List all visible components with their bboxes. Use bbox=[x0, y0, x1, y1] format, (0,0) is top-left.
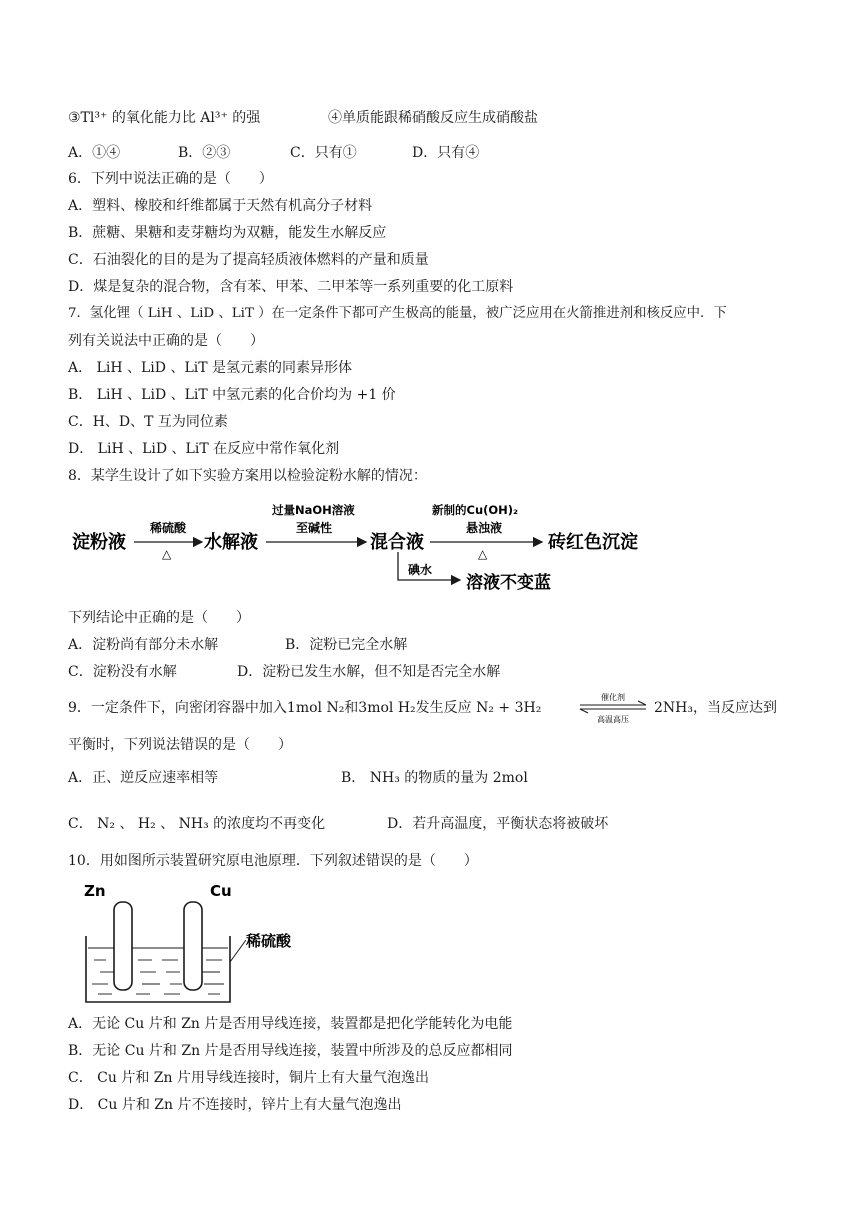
flow-arrow-3-bottom: △ bbox=[478, 547, 488, 561]
flow-node-mixture: 混合液 bbox=[370, 532, 424, 553]
q5-option-c: C．只有① bbox=[290, 145, 357, 161]
q6-option-c: C．石油裂化的目的是为了提高轻质液体燃料的产量和质量 bbox=[68, 252, 429, 268]
q9-option-a: A．正、逆反应速率相等 bbox=[68, 770, 219, 786]
copper-label: Cu bbox=[210, 882, 232, 900]
q8-flow-diagram bbox=[68, 496, 648, 600]
galvanic-cell-figure bbox=[80, 880, 320, 1008]
flow-arrow-2-top: 过量NaOH溶液 bbox=[272, 503, 355, 517]
q5-option-b: B．②③ bbox=[178, 145, 231, 161]
q7-option-a: A． LiH 、LiD 、LiT 是氢元素的同素异形体 bbox=[68, 360, 353, 376]
q7-option-c: C．H、D、T 互为同位素 bbox=[68, 414, 228, 430]
q7-option-b: B． LiH 、LiD 、LiT 中氢元素的化合价均为 +1 价 bbox=[68, 387, 396, 403]
q9-option-d: D．若升高温度，平衡状态将被破坏 bbox=[387, 816, 609, 832]
q10-option-b: B．无论 Cu 片和 Zn 片是否用导线连接，装置中所涉及的总反应都相同 bbox=[68, 1043, 513, 1059]
q10-option-a: A．无论 Cu 片和 Zn 片是否用导线连接，装置都是把化学能转化为电能 bbox=[68, 1016, 513, 1032]
q9-option-c: C． N₂ 、 H₂ 、 NH₃ 的浓度均不再变化 bbox=[68, 816, 326, 832]
q6-option-b: B．蔗糖、果糖和麦芽糖均为双糖，能发生水解反应 bbox=[68, 225, 387, 241]
q5-option-d: D．只有④ bbox=[412, 145, 480, 161]
q7-stem-line1: 7．氢化锂（ LiH 、LiD 、LiT ）在一定条件下都可产生极高的能量，被广泛应用在火箭推进剂和核反应中．下 bbox=[68, 306, 727, 321]
equilibrium-arrow bbox=[576, 690, 650, 726]
sulfuric-acid-label: 稀硫酸 bbox=[246, 932, 292, 950]
q5-option-a: A．①④ bbox=[68, 145, 121, 161]
q6-stem: 6．下列中说法正确的是（ ） bbox=[68, 171, 273, 187]
reverse-arrow-icon bbox=[580, 709, 646, 713]
q6-option-d: D．煤是复杂的混合物，含有苯、甲苯、二甲苯等一系列重要的化工原料 bbox=[68, 279, 514, 295]
copper-plate bbox=[184, 902, 202, 990]
q7-stem-line2: 列有关说法中正确的是（ ） bbox=[68, 333, 264, 349]
beaker bbox=[86, 936, 230, 1002]
q9-stem-part2: 2NH₃，当反应达到 bbox=[654, 700, 777, 716]
q10-option-c: C． Cu 片和 Zn 片用导线连接时，铜片上有大量气泡逸出 bbox=[68, 1070, 429, 1086]
q5-statement-3: ③Tl³⁺ 的氧化能力比 Al³⁺ 的强 bbox=[68, 110, 261, 126]
flow-node-starch: 淀粉液 bbox=[72, 532, 126, 553]
q9-option-b: B． NH₃ 的物质的量为 2mol bbox=[341, 770, 528, 786]
q7-option-d: D． LiH 、LiD 、LiT 在反应中常作氧化剂 bbox=[68, 441, 340, 457]
eq-condition-top: 催化剂 bbox=[601, 693, 625, 702]
flow-arrow-2-bottom: 至碱性 bbox=[296, 521, 333, 535]
q10-option-d: D． Cu 片和 Zn 片不连接时，锌片上有大量气泡逸出 bbox=[68, 1097, 402, 1113]
flow-arrow-3-top: 新制的Cu(OH)₂ bbox=[432, 503, 519, 517]
flow-node-hydrolysate: 水解液 bbox=[204, 532, 258, 553]
q6-option-a: A．塑料、橡胶和纤维都属于天然有机高分子材料 bbox=[68, 198, 373, 214]
zinc-plate bbox=[114, 902, 132, 990]
q8-option-a: A．淀粉尚有部分未水解 bbox=[68, 637, 219, 653]
flow-branch-label: 碘水 bbox=[408, 563, 433, 577]
flow-node-precipitate: 砖红色沉淀 bbox=[548, 532, 638, 553]
q9-stem-part1: 9．一定条件下，向密闭容器中加入1mol N₂和3mol H₂发生反应 N₂ + 3H₂ bbox=[68, 700, 542, 716]
flow-arrow-3-mid: 悬浊液 bbox=[466, 521, 503, 535]
q8-option-b: B．淀粉已完全水解 bbox=[285, 637, 408, 653]
q8-option-c: C．淀粉没有水解 bbox=[68, 664, 177, 680]
q8-stem: 8．某学生设计了如下实验方案用以检验淀粉水解的情况： bbox=[68, 468, 427, 484]
zinc-label: Zn bbox=[84, 882, 106, 900]
flow-branch-result: 溶液不变蓝 bbox=[466, 573, 551, 593]
flow-arrow-1-bottom: △ bbox=[162, 547, 172, 561]
flow-arrow-1-top: 稀硫酸 bbox=[150, 521, 187, 535]
q8-prompt: 下列结论中正确的是（ ） bbox=[68, 610, 250, 626]
q8-option-d: D．淀粉已发生水解，但不知是否完全水解 bbox=[237, 664, 501, 680]
label-pointer bbox=[230, 940, 246, 962]
liquid-hatching bbox=[92, 960, 224, 994]
q9-stem-line2: 平衡时，下列说法错误的是（ ） bbox=[68, 737, 292, 753]
q5-statement-4: ④单质能跟稀硝酸反应生成硝酸盐 bbox=[328, 110, 538, 126]
q10-stem: 10．用如图所示装置研究原电池原理．下列叙述错误的是（ ） bbox=[68, 853, 478, 869]
eq-condition-bottom: 高温高压 bbox=[597, 715, 629, 724]
